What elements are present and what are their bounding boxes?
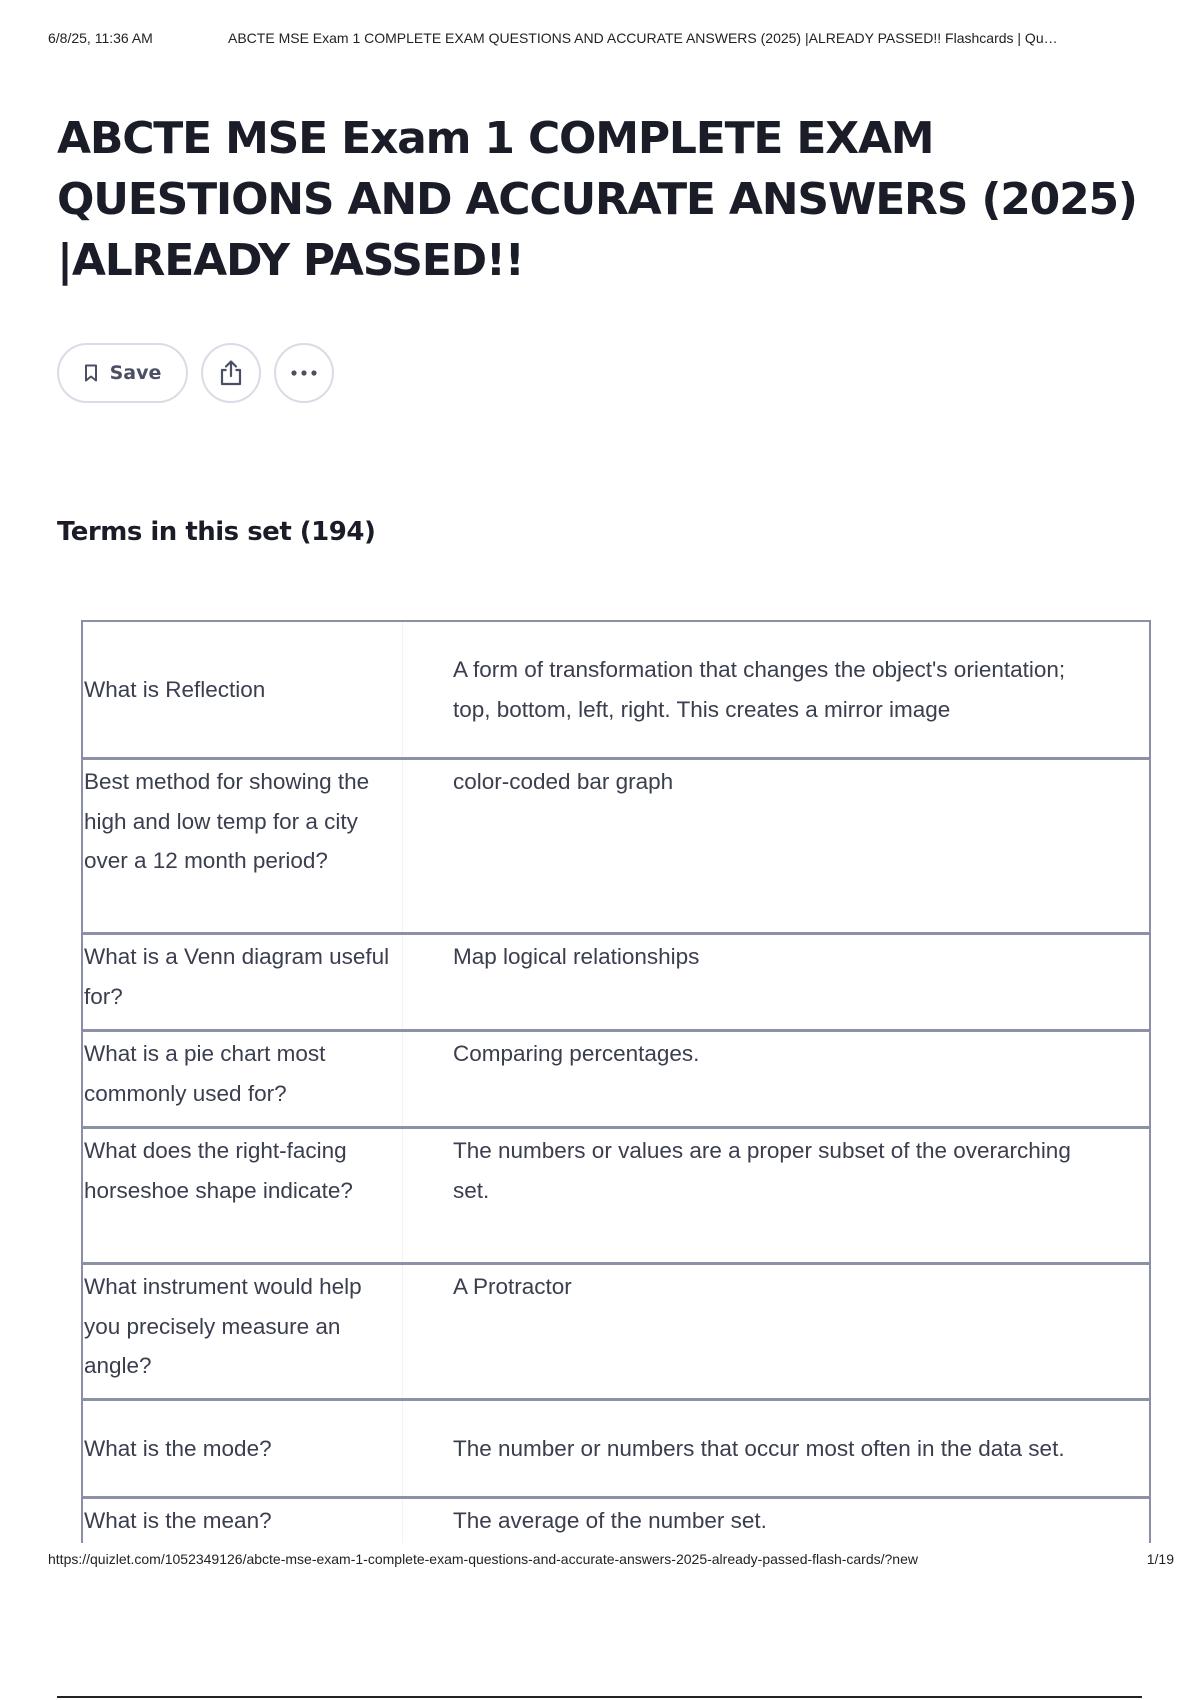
definition-text: A form of transformation that changes the object's orientation; top, bottom, left, right. This creates a mirror image <box>453 657 1066 722</box>
definition-text: color-coded bar graph <box>453 769 674 794</box>
share-icon <box>218 359 244 387</box>
bookmark-icon <box>84 364 98 382</box>
page-title <box>57 108 1157 291</box>
term-row <box>83 760 1149 935</box>
term-text: What is the mean? <box>83 1499 403 1543</box>
term-row <box>83 1129 1149 1265</box>
term-row <box>83 622 1149 760</box>
term-row <box>83 1265 1149 1401</box>
print-url: https://quizlet.com/1052349126/abcte-mse-exam-1-complete-exam-questions-and-accurate-answers-2025-already-passed-flash-cards/?new <box>48 1551 918 1567</box>
share-button[interactable] <box>201 343 261 403</box>
terms-heading: Terms in this set (194) <box>57 517 376 547</box>
term-text: What is a Venn diagram useful for? <box>83 935 403 1029</box>
save-button-label: Save <box>109 362 162 384</box>
print-doc-title: ABCTE MSE Exam 1 COMPLETE EXAM QUESTIONS AND ACCURATE ANSWERS (2025) |ALREADY PASSED!! Flashcards | Qu… <box>228 30 1058 46</box>
definition-text: The average of the number set. <box>453 1508 767 1533</box>
page-number: 1/19 <box>1146 1551 1174 1567</box>
term-text: What is the mode? <box>83 1401 403 1496</box>
divider <box>57 1696 1142 1698</box>
term-text: What is a pie chart most commonly used for? <box>83 1032 403 1126</box>
definition-text: Map logical relationships <box>453 944 700 969</box>
definition-text: The numbers or values are a proper subset of the overarching set. <box>453 1138 1071 1203</box>
term-row <box>83 935 1149 1032</box>
term-row <box>83 1499 1149 1543</box>
definition-text: The number or numbers that occur most often in the data set. <box>453 1435 1065 1461</box>
term-text: What instrument would help you precisely measure an angle? <box>83 1265 403 1398</box>
term-text: What is Reflection <box>83 622 403 757</box>
page-title-line: ABCTE MSE Exam 1 COMPLETE EXAM <box>57 113 934 164</box>
more-button[interactable] <box>274 343 334 403</box>
page-title-line: QUESTIONS AND ACCURATE ANSWERS (2025) <box>57 174 1137 225</box>
definition-text: Comparing percentages. <box>453 1041 700 1066</box>
page-title-line: |ALREADY PASSED!! <box>57 235 524 286</box>
term-row <box>83 1401 1149 1499</box>
more-horizontal-icon <box>290 369 318 377</box>
save-button[interactable] <box>57 343 188 403</box>
definition-text: A Protractor <box>453 1274 572 1299</box>
print-date: 6/8/25, 11:36 AM <box>48 30 153 46</box>
term-text: Best method for showing the high and low temp for a city over a 12 month period? <box>83 760 403 932</box>
term-text: What does the right-facing horseshoe shape indicate? <box>83 1129 403 1262</box>
term-row <box>83 1032 1149 1129</box>
terms-table <box>81 620 1151 1543</box>
action-bar <box>57 343 334 403</box>
